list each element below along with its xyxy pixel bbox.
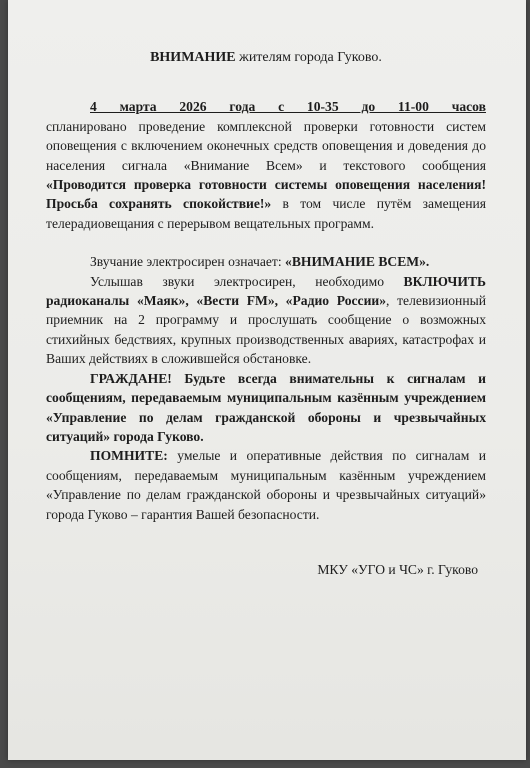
notice-p3-radio-channels: ВКЛЮЧИТЬ радиоканалы «Маяк», «Вести FM», «Радио России»: [46, 273, 486, 309]
notice-paragraph-3: [46, 272, 486, 369]
notice-paper: [8, 0, 526, 760]
notice-p3-text-a: Услышав звуки электросирен, необходимо: [90, 273, 404, 289]
notice-paragraph-2: [46, 252, 486, 271]
spacer: [46, 233, 486, 252]
notice-paragraph-5: [46, 446, 486, 524]
notice-date-line: 4 марта 2026 года с 10-35 до 11-00 часов: [90, 99, 486, 115]
notice-p5-text: умелые и оперативные действия по сигналам и сообщениям, передаваемым муниципальным казённым учреждением «Управление по делам гражданской обороны и чрезвычайных ситуаций» города Гуково – гарантия Вашей безопасности.: [46, 448, 486, 522]
notice-p1-message: «Проводится проверка готовности системы оповещения населения! Просьба сохранять спокойствие!»: [46, 177, 486, 212]
notice-paragraph-1: [46, 117, 486, 233]
notice-p1-text-c: в том числе путём замещения телерадиовещания с перерывом вещательных программ.: [46, 196, 486, 231]
notice-paragraph-4: [46, 369, 486, 447]
notice-p1-text-a: спланировано проведение комплексной проверки готовности систем оповещения с включением оконечных средств оповещения и доведения до населения сигнала «Внимание Всем» и текстового сообщения: [46, 118, 486, 173]
notice-title-rest: жителям города Гуково.: [235, 50, 382, 65]
notice-p2-signal: «ВНИМАНИЕ ВСЕМ».: [285, 254, 430, 270]
notice-signature: МКУ «УГО и ЧС» г. Гуково: [317, 561, 478, 577]
notice-p3-text-c: , телевизионный приемник на 2 программу и прослушать сообщение о возможных стихийных бедствиях, крупных производственных авариях, катастрофах и Ваших действиях в сложившейся обстановке.: [46, 293, 486, 367]
notice-p2-text-a: Звучание электросирен означает:: [90, 254, 286, 270]
notice-title: [46, 48, 486, 67]
notice-content: [46, 48, 486, 579]
notice-title-bold: ВНИМАНИЕ: [150, 50, 236, 65]
notice-p5-remember: ПОМНИТЕ:: [90, 448, 168, 464]
notice-p4-citizens: ГРАЖДАНЕ! Будьте всегда внимательны к сигналам и сообщениям, передаваемым муниципальным казённым учреждением «Управление по делам гражданской обороны и чрезвычайных ситуаций» города Гуково.: [46, 370, 486, 444]
